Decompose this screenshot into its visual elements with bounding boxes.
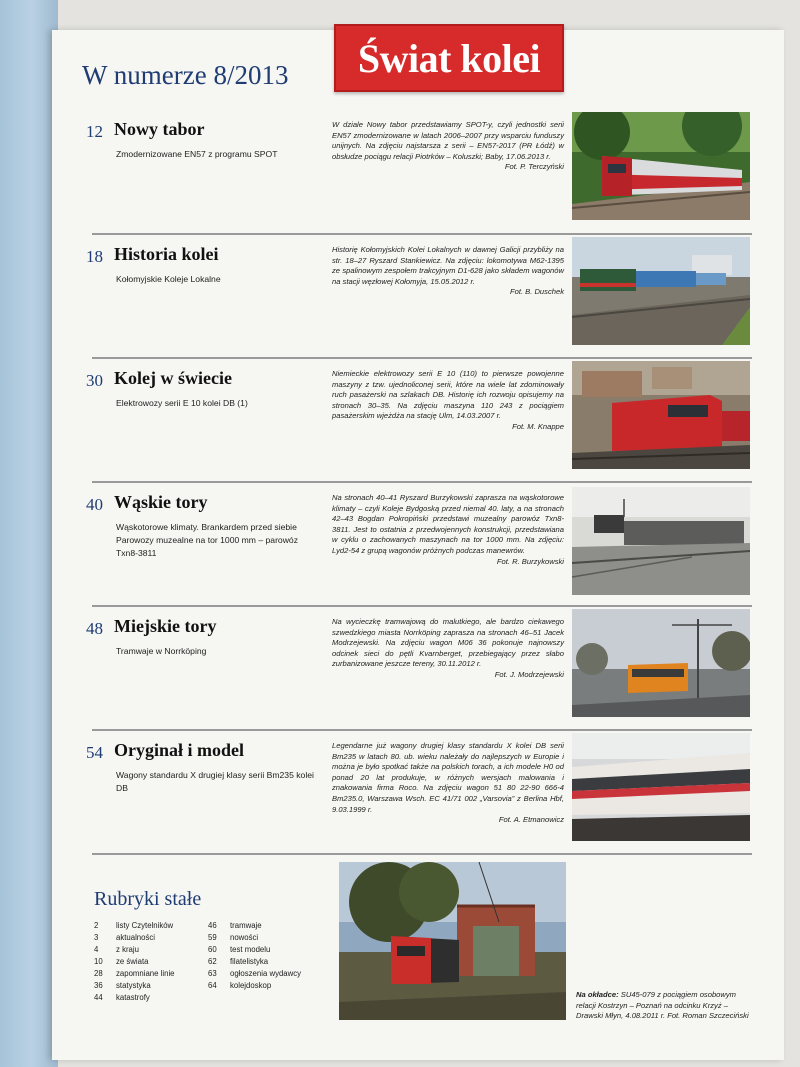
photo-e10-locomotive — [572, 361, 750, 469]
section-title: Historia kolei — [114, 244, 219, 264]
photo-credit: Fot. R. Burzykowski — [496, 556, 564, 566]
section-description — [332, 245, 564, 298]
section-title: Oryginał i model — [114, 740, 244, 760]
section-description-text: W dziale Nowy tabor przedstawiamy SPOT-y, czyli jednostki serii EN57 zmodernizowane w latach 2006–2007 przy wsparciu funduszy unijnych. Na zdjęciu najstarsza z serii – EN57-2017 (PR Łódź) w obsłudze pociągu relacji Piotrków – Koluszki; Baby, 17.06.2013 r. — [332, 120, 564, 161]
column-entry[interactable]: 2 listy Czytelników — [94, 921, 174, 930]
cover-photo-credit: Fot. Roman Szczeciński — [667, 1011, 749, 1021]
section-description-text: Legendarne już wagony drugiej klasy standardu X kolei DB serii Bm235 w latach 80. ub. wieku należały do najlepszych w Europie i można je było spotkać także na polskich torach, a ich modele H0 od ponad 20 lat produkuje, w różnych wersjach malowania i znakowania firma Roco. Na zdjęciu wagon 51 80 22-90 666-4 Bm235.0, Warszawa Wsch. EC 41/71 002 „Varsovia” z Berlina Hbf, 9.03.1999 r. — [332, 741, 564, 814]
column-entry[interactable]: 10 ze świata — [94, 957, 149, 966]
cover-caption — [576, 990, 754, 1022]
column-entry[interactable]: 64 kolejdoskop — [208, 981, 272, 990]
section-title: Miejskie tory — [114, 616, 217, 636]
toc-section-nowy-tabor[interactable] — [52, 110, 784, 222]
column-entry[interactable]: 44 katastrofy — [94, 993, 150, 1002]
column-entry[interactable]: 3 aktualności — [94, 933, 156, 942]
section-page-number: 30 — [86, 371, 103, 390]
section-page-number: 18 — [86, 247, 103, 266]
section-subtitle: Kołomyjskie Koleje Lokalne — [116, 274, 221, 284]
section-description-text: Na stronach 40–41 Ryszard Burzykowski zaprasza na wąskotorowe klimaty – czyli Koleje Bydgoską przed niemal 40. laty, a na stronach 42–43 Bogdan Pokropiński przedstawi muzealny parowóz Txn8-3811. Jest to ostatnia z przedwojennych konstrukcji, przedstawiana w cyklu o zachowanych maszynach na tor 1000 mm. Na zdjęciu: Lyd2-54 z grupą wagonów próżnych podczas manewrów. — [332, 493, 564, 555]
section-page-number: 48 — [86, 619, 103, 638]
column-entry[interactable]: 4 z kraju — [94, 945, 139, 954]
section-description-text: Na wycieczkę tramwajową do malutkiego, ale bardzo ciekawego szwedzkiego miasta Norrköping zaprasza na stronach 46–51 Jacek Modrzejewski. Na zdjęciu wagon M06 36 pokonuje najnowszy odcinek sieci do pętli Kvarnberget, przebiegający przez słabo zurbanizowane jeszcze tereny, 30.11.2012 r. — [332, 617, 564, 669]
column-entry[interactable]: 28 zapomniane linie — [94, 969, 175, 978]
photo-credit: Fot. P. Terczyński — [504, 162, 564, 172]
photo-en57-train — [572, 112, 750, 220]
magazine-logo — [334, 24, 564, 92]
photo-credit: Fot. J. Modrzejewski — [494, 669, 564, 679]
photo-credit: Fot. B. Duschek — [509, 287, 564, 297]
column-entry[interactable]: 46 tramwaje — [208, 921, 262, 930]
photo-bm235-coach — [572, 733, 750, 841]
section-page-number: 40 — [86, 495, 103, 514]
cover-caption-label: Na okładce: — [576, 990, 619, 999]
toc-title: W numerze 8/2013 — [82, 60, 289, 90]
section-description — [332, 617, 564, 681]
section-description — [332, 369, 564, 433]
photo-credit: Fot. M. Knappe — [512, 421, 564, 431]
section-description — [332, 120, 564, 173]
toc-section-kolej-w-swiecie[interactable] — [52, 359, 784, 471]
photo-narrow-gauge-bw — [572, 487, 750, 595]
section-subtitle: Wąskotorowe klimaty. Brankardem przed siebie Parowozy muzealne na tor 1000 mm – parowóz Txn8-3811 — [116, 522, 298, 558]
column-entry[interactable]: 60 test modelu — [208, 945, 271, 954]
column-entry[interactable]: 62 filatelistyka — [208, 957, 269, 966]
section-subtitle: Tramwaje w Norrköping — [116, 646, 207, 656]
toc-section-historia-kolei[interactable] — [52, 235, 784, 347]
toc-section-miejskie-tory[interactable] — [52, 607, 784, 719]
magazine-logo-text: Świat kolei — [357, 35, 541, 81]
column-entry[interactable]: 59 nowości — [208, 933, 259, 942]
section-subtitle: Zmodernizowane EN57 z programu SPOT — [116, 149, 278, 159]
section-description-text: Historię Kołomyjskich Kolei Lokalnych w dawnej Galicji przybliży na str. 18–27 Ryszard Stankiewicz. Na zdjęciu: lokomotywa M62-1395 ze spalinowym zespołem trakcyjnym D1-628 jako składem wagonów na stacji węzłowej Kołomyja, 15.05.2012 r. — [332, 245, 564, 286]
regular-columns-list-right — [208, 920, 301, 992]
section-description-text: Niemieckie elektrowozy serii E 10 (110) to pierwsze powojenne maszyny z tzw. ujednoliconej serii, które na wiele lat zdominowały ruch pasażerski na szlakach DB. Historię ich rozwoju opisujemy na stronach 30–35. Na zdjęciu maszyna 110 243 z pociągiem pasażerskim wjeżdża na stację Ulm, 14.03.2007 r. — [332, 369, 564, 421]
regular-columns-list-left — [94, 920, 175, 1004]
magazine-page — [52, 30, 784, 1060]
section-description — [332, 493, 564, 567]
column-entry[interactable]: 36 statystyka — [94, 981, 151, 990]
section-page-number: 54 — [86, 743, 103, 762]
photo-norrkoping-tram — [572, 609, 750, 717]
photo-credit: Fot. A. Etmanowicz — [498, 815, 564, 825]
cover-caption-text: SU45-079 z pociągiem osobowym relacji Kostrzyn – Poznań na odcinku Krzyż – Drawski Młyn, 4.08.2011 r. — [576, 990, 736, 1021]
toc-section-waskie-tory[interactable] — [52, 483, 784, 595]
cover-photo-su45-bridge — [339, 862, 566, 1020]
section-title: Kolej w świecie — [114, 368, 232, 388]
section-description — [332, 741, 564, 826]
photo-kolomyja-station — [572, 237, 750, 345]
section-subtitle: Elektrowozy serii E 10 kolei DB (1) — [116, 398, 248, 408]
toc-section-oryginal-i-model[interactable] — [52, 731, 784, 843]
section-subtitle: Wagony standardu X drugiej klasy serii Bm235 kolei DB — [116, 770, 314, 793]
section-title: Nowy tabor — [114, 119, 205, 139]
column-entry[interactable]: 63 ogłoszenia wydawcy — [208, 969, 302, 978]
regular-columns-title: Rubryki stałe — [94, 888, 202, 910]
section-page-number: 12 — [86, 122, 103, 141]
magazine-spine — [0, 0, 58, 1067]
section-divider — [92, 853, 752, 855]
section-title: Wąskie tory — [114, 492, 208, 512]
